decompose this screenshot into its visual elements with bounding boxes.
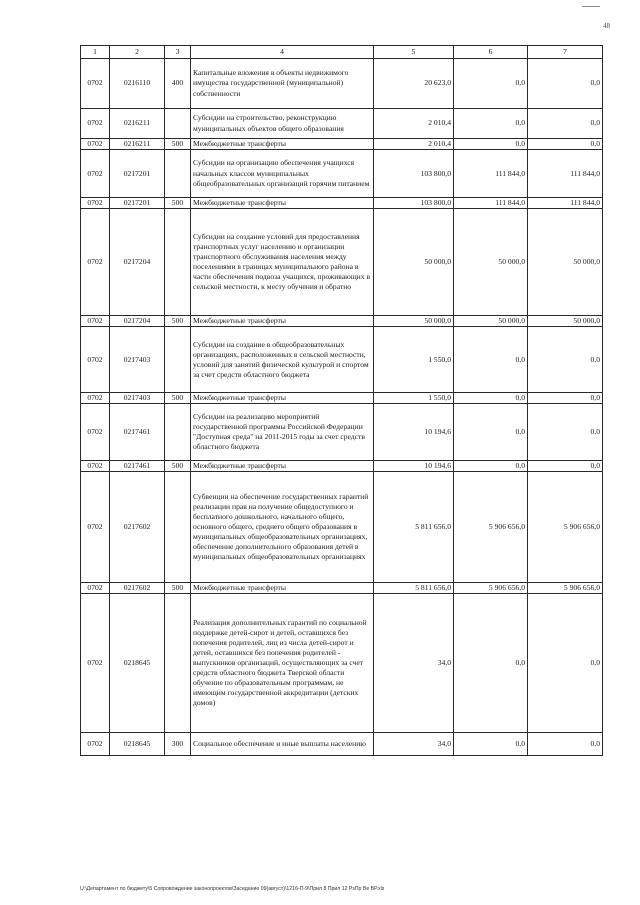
section-code-cell: 0702 <box>81 59 110 109</box>
table-row <box>81 109 603 139</box>
expense-type-cell <box>165 594 191 733</box>
amount-cell: 34,0 <box>374 594 454 733</box>
section-code-cell: 0702 <box>81 583 110 594</box>
target-article-cell: 0217461 <box>110 461 165 472</box>
amount-cell: 50 000,0 <box>374 209 454 316</box>
target-article-cell: 0217201 <box>110 150 165 198</box>
table-row <box>81 472 603 583</box>
item-name-cell: Реализация дополнительных гарантий по социальной поддержке детей-сирот и детей, оставшихся без попечения родителей, лиц из числа детей-сирот и детей, оставшихся без попечения родителей - выпускников организаций, осуществляющих за счет средств областного бюджета Тверской области обучение по образовательным программам, не имеющим государственной аккредитации (детских домов) <box>191 594 374 733</box>
amount-cell: 0,0 <box>528 327 603 393</box>
amount-cell: 0,0 <box>528 393 603 404</box>
section-code-cell: 0702 <box>81 150 110 198</box>
target-article-cell: 0217204 <box>110 316 165 327</box>
table-row <box>81 583 603 594</box>
target-article-cell: 0216110 <box>110 59 165 109</box>
target-article-cell: 0217403 <box>110 393 165 404</box>
expense-type-cell <box>165 150 191 198</box>
table-row <box>81 404 603 461</box>
header-cell: 7 <box>528 46 603 59</box>
amount-cell: 0,0 <box>454 109 528 139</box>
header-cell: 5 <box>374 46 454 59</box>
amount-cell: 5 906 656,0 <box>454 583 528 594</box>
item-name-cell: Межбюджетные трансферты <box>191 316 374 327</box>
amount-cell: 1 550,0 <box>374 393 454 404</box>
target-article-cell: 0218645 <box>110 594 165 733</box>
item-name-cell: Социальное обеспечение и иные выплаты населению <box>191 733 374 756</box>
expense-type-cell: 500 <box>165 139 191 150</box>
amount-cell: 0,0 <box>454 594 528 733</box>
section-code-cell: 0702 <box>81 594 110 733</box>
amount-cell: 0,0 <box>528 733 603 756</box>
table-row <box>81 59 603 109</box>
amount-cell: 0,0 <box>454 733 528 756</box>
amount-cell: 0,0 <box>528 109 603 139</box>
section-code-cell: 0702 <box>81 109 110 139</box>
expense-type-cell <box>165 472 191 583</box>
header-row <box>81 46 603 59</box>
amount-cell: 0,0 <box>454 393 528 404</box>
section-code-cell: 0702 <box>81 733 110 756</box>
target-article-cell: 0217602 <box>110 472 165 583</box>
amount-cell: 0,0 <box>528 594 603 733</box>
expense-type-cell: 500 <box>165 461 191 472</box>
section-code-cell: 0702 <box>81 198 110 209</box>
section-code-cell: 0702 <box>81 139 110 150</box>
file-path-footer: U:\Департамент по бюджету\5 Сопровождение законопроектов\Заседание 09(август)\1216-П-9\Прил 8 Прил 12 РзПр Ве ВР.xls <box>80 886 385 892</box>
item-name-cell: Субсидии на строительство, реконструкцию муниципальных объектов общего образования <box>191 109 374 139</box>
expense-type-cell: 400 <box>165 59 191 109</box>
section-code-cell: 0702 <box>81 316 110 327</box>
section-code-cell: 0702 <box>81 472 110 583</box>
amount-cell: 50 000,0 <box>528 316 603 327</box>
amount-cell: 0,0 <box>528 59 603 109</box>
amount-cell: 5 811 656,0 <box>374 472 454 583</box>
item-name-cell: Межбюджетные трансферты <box>191 461 374 472</box>
target-article-cell: 0217204 <box>110 209 165 316</box>
budget-table <box>80 45 603 756</box>
item-name-cell: Межбюджетные трансферты <box>191 198 374 209</box>
target-article-cell: 0217403 <box>110 327 165 393</box>
expense-type-cell <box>165 209 191 316</box>
item-name-cell: Субсидии на создание в общеобразовательных организациях, расположенных в сельской местности, условий для занятий физической культурой и спортом за счет средств областного бюджета <box>191 327 374 393</box>
amount-cell: 0,0 <box>454 461 528 472</box>
amount-cell: 0,0 <box>454 139 528 150</box>
section-code-cell: 0702 <box>81 393 110 404</box>
target-article-cell: 0217461 <box>110 404 165 461</box>
amount-cell: 50 000,0 <box>374 316 454 327</box>
expense-type-cell: 500 <box>165 316 191 327</box>
item-name-cell: Субсидии на создание условий для предоставления транспортных услуг населению и организации транспортного обслуживания населения между поселениями в границах муниципального района в части обеспечения подвоза учащихся, проживающих в сельской местности, к месту обучения и обратно <box>191 209 374 316</box>
table-row <box>81 316 603 327</box>
amount-cell: 0,0 <box>528 139 603 150</box>
amount-cell: 0,0 <box>528 404 603 461</box>
amount-cell: 50 000,0 <box>454 316 528 327</box>
amount-cell: 1 550,0 <box>374 327 454 393</box>
header-cell: 3 <box>165 46 191 59</box>
amount-cell: 5 906 656,0 <box>528 472 603 583</box>
item-name-cell: Межбюджетные трансферты <box>191 139 374 150</box>
amount-cell: 10 194,6 <box>374 461 454 472</box>
table-row <box>81 198 603 209</box>
item-name-cell: Субсидии на организацию обеспечения учащихся начальных классов муниципальных общеобразовательных организаций горячим питанием <box>191 150 374 198</box>
amount-cell: 2 010,4 <box>374 109 454 139</box>
section-code-cell: 0702 <box>81 327 110 393</box>
table-row <box>81 461 603 472</box>
table-row <box>81 594 603 733</box>
amount-cell: 20 623,0 <box>374 59 454 109</box>
header-cell: 1 <box>81 46 110 59</box>
amount-cell: 111 844,0 <box>454 198 528 209</box>
item-name-cell: Субсидии на реализацию мероприятий государственной программы Российской Федерации "Доступная среда" на 2011-2015 годы за счет средств областного бюджета <box>191 404 374 461</box>
corner-mark <box>582 6 600 7</box>
header-cell: 6 <box>454 46 528 59</box>
amount-cell: 5 811 656,0 <box>374 583 454 594</box>
table-row <box>81 733 603 756</box>
header-cell: 4 <box>191 46 374 59</box>
expense-type-cell: 300 <box>165 733 191 756</box>
amount-cell: 0,0 <box>454 327 528 393</box>
expense-type-cell: 500 <box>165 393 191 404</box>
section-code-cell: 0702 <box>81 404 110 461</box>
target-article-cell: 0218645 <box>110 733 165 756</box>
amount-cell: 111 844,0 <box>454 150 528 198</box>
target-article-cell: 0216211 <box>110 109 165 139</box>
amount-cell: 5 906 656,0 <box>454 472 528 583</box>
amount-cell: 34,0 <box>374 733 454 756</box>
header-cell: 2 <box>110 46 165 59</box>
amount-cell: 2 010,4 <box>374 139 454 150</box>
target-article-cell: 0217201 <box>110 198 165 209</box>
amount-cell: 50 000,0 <box>454 209 528 316</box>
target-article-cell: 0217602 <box>110 583 165 594</box>
target-article-cell: 0216211 <box>110 139 165 150</box>
amount-cell: 0,0 <box>528 461 603 472</box>
expense-type-cell: 500 <box>165 583 191 594</box>
amount-cell: 103 800,0 <box>374 150 454 198</box>
item-name-cell: Межбюджетные трансферты <box>191 393 374 404</box>
section-code-cell: 0702 <box>81 461 110 472</box>
amount-cell: 10 194,6 <box>374 404 454 461</box>
table-row <box>81 139 603 150</box>
expense-type-cell: 500 <box>165 198 191 209</box>
amount-cell: 0,0 <box>454 404 528 461</box>
item-name-cell: Межбюджетные трансферты <box>191 583 374 594</box>
amount-cell: 50 000,0 <box>528 209 603 316</box>
table-row <box>81 327 603 393</box>
table-row <box>81 150 603 198</box>
item-name-cell: Субвенции на обеспечение государственных гарантий реализации прав на получение общедоступного и бесплатного дошкольного, начального общего, основного общего, среднего общего образования в муниципальных общеобразовательных организациях, обеспечение дополнительного образования детей в муниципальных общеобразовательных организациях <box>191 472 374 583</box>
table-row <box>81 393 603 404</box>
amount-cell: 111 844,0 <box>528 198 603 209</box>
table-row <box>81 209 603 316</box>
page-number: 48 <box>603 22 610 30</box>
expense-type-cell <box>165 327 191 393</box>
amount-cell: 103 800,0 <box>374 198 454 209</box>
expense-type-cell <box>165 109 191 139</box>
item-name-cell: Капитальные вложения в объекты недвижимого имущества государственной (муниципальной) собственности <box>191 59 374 109</box>
amount-cell: 5 906 656,0 <box>528 583 603 594</box>
amount-cell: 0,0 <box>454 59 528 109</box>
expense-type-cell <box>165 404 191 461</box>
amount-cell: 111 844,0 <box>528 150 603 198</box>
section-code-cell: 0702 <box>81 209 110 316</box>
